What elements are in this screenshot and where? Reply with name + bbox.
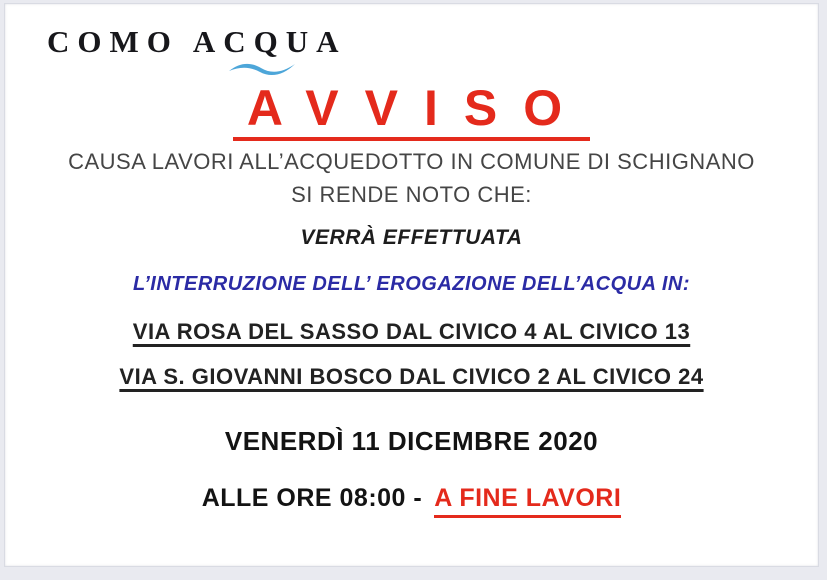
interruption-row xyxy=(5,273,818,296)
date-row xyxy=(5,426,818,457)
logo-text: COMO ACQUA xyxy=(47,24,347,59)
street-row xyxy=(5,319,818,345)
action-row xyxy=(5,226,818,250)
notice-page xyxy=(4,3,819,567)
time-highlight: A FINE LAVORI xyxy=(434,484,621,518)
action-text: VERRÀ EFFETTUATA xyxy=(300,226,523,249)
time-prefix: ALLE ORE 08:00 - xyxy=(201,484,423,512)
street-1: VIA ROSA DEL SASSO DAL CIVICO 4 AL CIVICO 13 xyxy=(132,319,691,344)
intro-line-2-row xyxy=(5,182,818,208)
notice-title: AVVISO xyxy=(233,83,590,141)
intro-line-2: SI RENDE NOTO CHE: xyxy=(291,182,532,207)
como-acqua-logo xyxy=(47,24,347,72)
notice-title-row xyxy=(5,80,818,141)
interruption-text: L’INTERRUZIONE DELL’ EROGAZIONE DELL’ACQUA IN: xyxy=(132,273,691,295)
street-2: VIA S. GIOVANNI BOSCO DAL CIVICO 2 AL CIVICO 24 xyxy=(119,364,704,389)
time-row xyxy=(5,484,818,518)
date-text: VENERDÌ 11 DICEMBRE 2020 xyxy=(224,426,599,456)
intro-line-1-row xyxy=(5,149,818,175)
street-row xyxy=(5,364,818,390)
wave-icon xyxy=(227,60,297,76)
intro-line-1: CAUSA LAVORI ALL’ACQUEDOTTO IN COMUNE DI SCHIGNANO xyxy=(68,149,755,174)
